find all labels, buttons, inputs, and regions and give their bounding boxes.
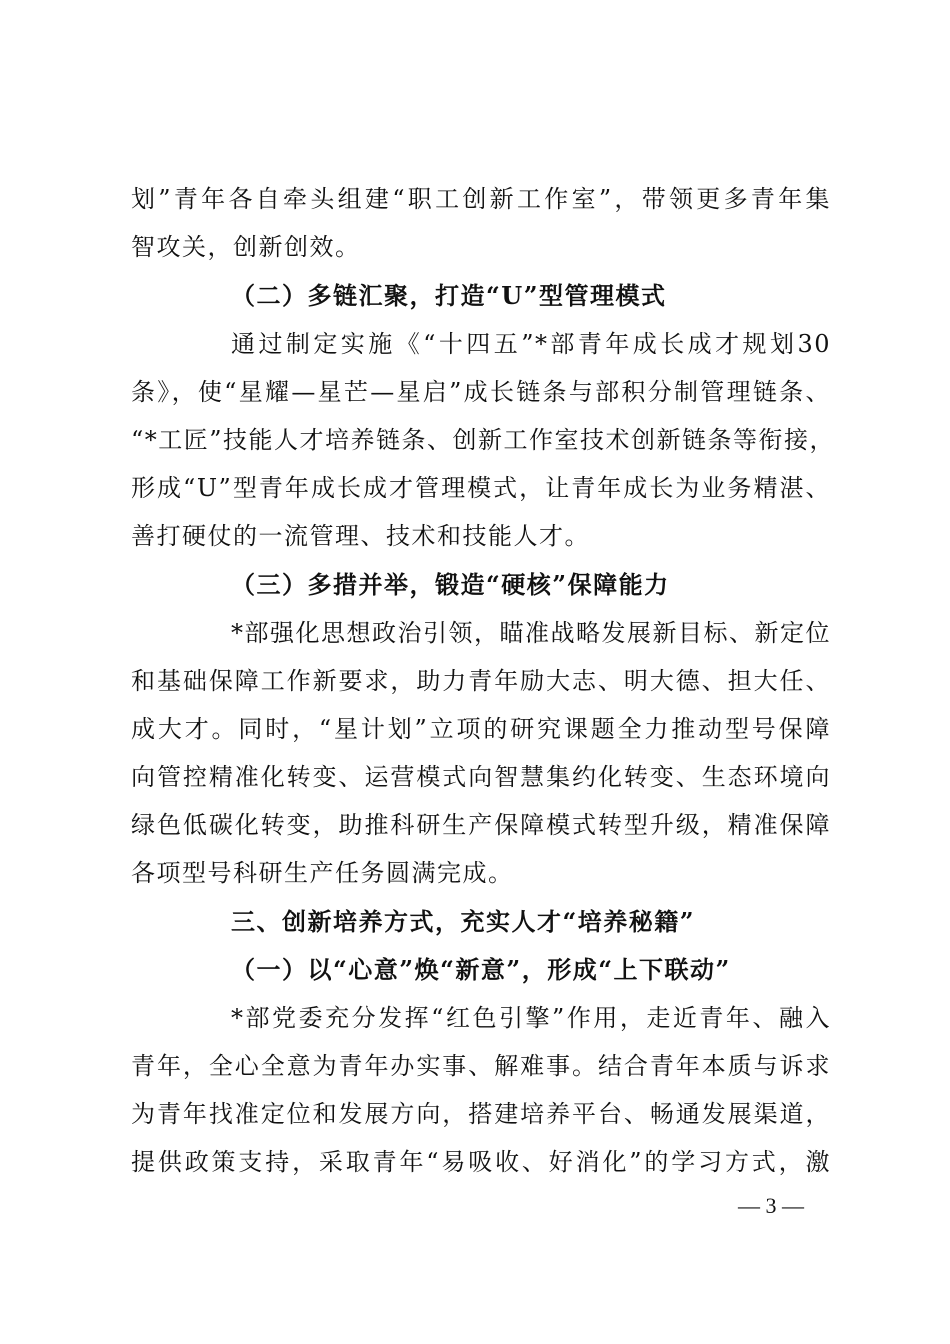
paragraph-start-line: *部强化思想政治引领，瞄准战略发展新目标、新定位 [231,619,831,647]
section-heading-2-3: （三）多措并举，锻造“硬核”保障能力 [231,570,670,599]
body-line-19: 青年，全心全意为青年办实事、解难事。结合青年本质与诉求 [131,1052,831,1080]
body-line-2: 智攻关，创新创效。 [131,233,361,261]
body-line-12: 成大才。同时，“星计划”立项的研究课题全力推动型号保障 [131,715,831,743]
body-line-8: 善打硬仗的一流管理、技术和技能人才。 [131,522,590,550]
section-heading-2-2: （二）多链汇聚，打造“U”型管理模式 [231,281,667,310]
page-number: — 3 — [738,1193,804,1218]
paragraph-start-line: *部党委充分发挥“红色引擎”作用，走近青年、融入 [231,1004,831,1032]
section-heading-3: 三、创新培养方式，充实人才“培养秘籍” [231,907,696,936]
body-line-7: 形成“U”型青年成长成才管理模式，让青年成长为业务精湛、 [131,474,831,502]
body-line-20: 为青年找准定位和发展方向，搭建培养平台、畅通发展渠道， [131,1100,831,1128]
body-line-14: 绿色低碳化转变，助推科研生产保障模式转型升级，精准保障 [131,811,831,839]
body-line-5: 条》，使“星耀—星芒—星启”成长链条与部积分制管理链条、 [131,378,831,406]
body-line-15: 各项型号科研生产任务圆满完成。 [131,859,514,887]
body-line-21: 提供政策支持，采取青年“易吸收、好消化”的学习方式，激 [131,1148,831,1176]
section-heading-3-1: （一）以“心意”焕“新意”，形成“上下联动” [231,955,731,984]
body-line-11: 和基础保障工作新要求，助力青年励大志、明大德、担大任、 [131,667,831,695]
body-line-6: “*工匠”技能人才培养链条、创新工作室技术创新链条等衔接， [131,426,836,454]
body-line-13: 向管控精准化转变、运营模式向智慧集约化转变、生态环境向 [131,763,831,791]
paragraph-start-line: 通过制定实施《“十四五”*部青年成长成才规划30 [231,330,831,358]
body-line-1: 划”青年各自牵头组建“职工创新工作室”，带领更多青年集 [131,185,831,213]
